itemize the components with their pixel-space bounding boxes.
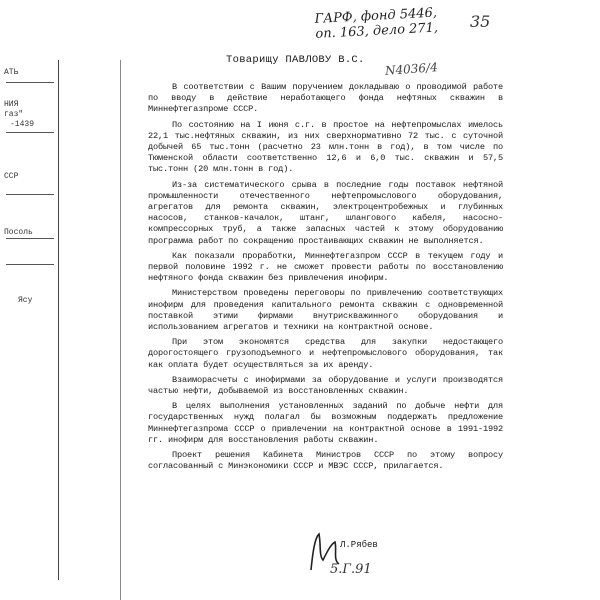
paragraph: Проект решения Кабинета Министров СССР по этому вопросу согласованный с Минэкономики СССР и МВЭС СССР, прилагается. [148,450,503,472]
margin-rule [6,82,54,83]
archive-line-2: оп. 163, дело 271, [315,20,439,42]
margin-fragment: ССР [4,172,19,181]
paragraph: По состоянию на I июня с.г. в простое на нефтепромыслах имелось 22,1 тыс.нефтяных скважин, из них сверхнормативно 72 тыс. с суточной добычей 65 тыс.тонн (расчетно 23 млн.тонн в год), в том числе по Тюменской области соответственно 12,6 и 6,0 тыс. скважин и 57,5 тыс.тонн (20 млн.тонн в год). [148,119,503,175]
left-margin-strip [0,60,60,600]
paragraph: Как показали проработки, Миннефтегазпром СССР в текущем году и первой половине 1992 г. не сможет провести работы по восстановлению нефтяного фонда скважин без привлечения инофирм. [148,250,503,284]
paragraph: Министерством проведены переговоры по привлечению соответствующих инофирм для проведения капитального ремонта скважин с одновременной поставкой этими фирмами внутрискважинного оборудования и использованием агрегатов и техники на контрактной основе. [148,288,503,333]
margin-fragment: АТЬ [4,68,19,77]
margin-rule [6,264,54,265]
margin-rule [6,238,54,239]
registration-number: N4036/4 [384,60,439,78]
addressee-line: Товарищу ПАВЛОВУ В.С. [226,54,365,66]
paragraph: При этом экономятся средства для закупки недостающего дорогостоящего грузоподъемного и нефтепромыслового оборудования, так как оплата будет осуществляться за их аренду. [148,337,503,370]
letter-body [148,82,503,477]
paragraph: В целях выполнения установленных заданий по добыче нефти для государственных нужд полагал бы возможным поддержать предложение Миннефтегазпрома СССР о привлечении на контрактной основе в 1991-1992 гг. инофирм для восстановления работы скважин. [148,401,503,445]
margin-fragment: Посоль [4,228,33,237]
fold-line [120,60,121,600]
margin-rule [6,194,54,195]
archive-handwritten-note [314,4,465,42]
archive-line-1: ГАРФ, фонд 5446, [314,5,438,27]
paragraph: Из-за систематического срыва в последние годы поставок нефтяной промышленности отечественного нефтепромыслового оборудования, агрегатов для ремонта скважин, электроцентробежных и глубинных насосов, станков-качалок, штанг, шлангового кабеля, насосно-компрессорных труб, а также запасных частей к этому оборудованию программа работ по сокращению простаивающих скважин не выполняется. [148,179,503,246]
margin-fragment: НИЯ [4,100,19,109]
paragraph: В соответствии с Вашим поручением докладываю о проводимой работе по вводу в действие неработающего фонда нефтяных скважин в Миннефтегазпроме СССР. [148,82,503,115]
signature-date: 5.Г.91 [330,562,372,577]
signer-name: Л.Рябев [340,540,378,550]
margin-fragment: газ" [4,110,24,119]
margin-fragment: -1439 [10,120,35,129]
page-number: 35 [470,12,491,31]
paragraph: Взаиморасчеты с инофирмами за оборудование и услуги производятся частью нефти, добываемой из восстановленных скважин. [148,374,503,397]
margin-fragment: Ясу [18,296,33,305]
margin-vertical-rule [58,60,59,580]
margin-rule [6,132,54,133]
